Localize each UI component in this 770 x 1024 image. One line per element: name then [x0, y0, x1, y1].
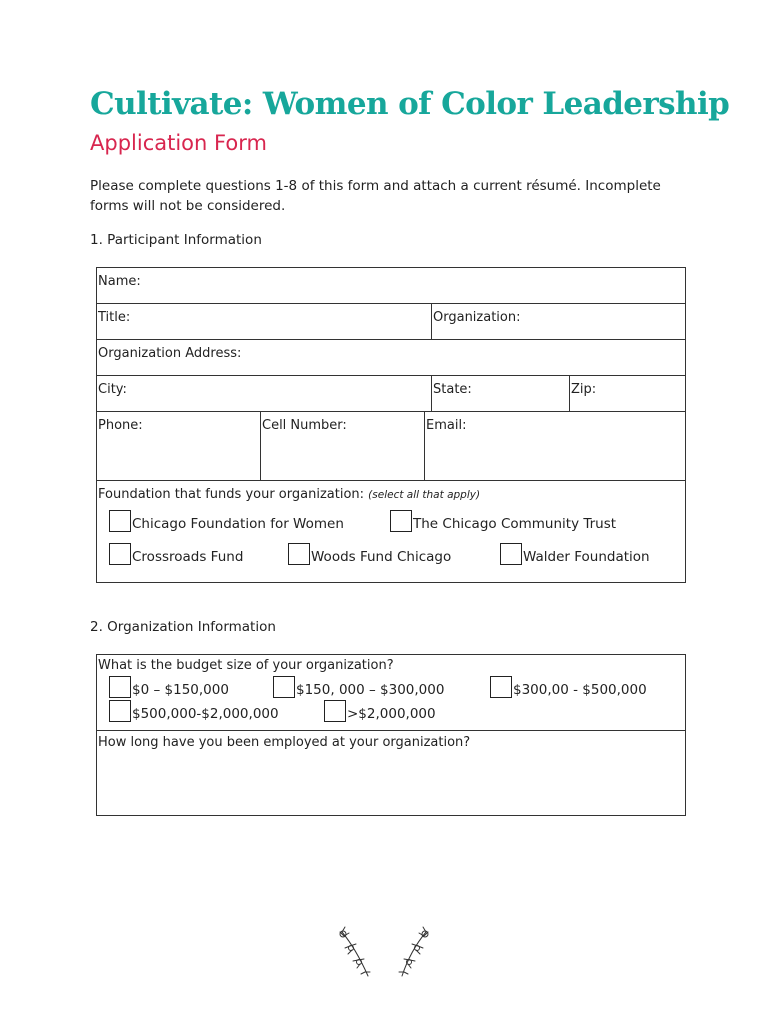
- intro-text: Please complete questions 1-8 of this form and attach a current résumé. Incomplete forms will not be considered.: [90, 178, 661, 214]
- foundation-label: Foundation that funds your organization:: [98, 487, 365, 502]
- checkbox-label: $300,00 - $500,000: [513, 682, 647, 698]
- foundation-question: [97, 484, 480, 502]
- budget-option-0-150k[interactable]: [109, 676, 229, 698]
- name-field[interactable]: Name:: [98, 274, 141, 289]
- checkbox-label: >$2,000,000: [347, 706, 436, 722]
- email-field[interactable]: Email:: [426, 418, 467, 433]
- foundation-checkbox-cfw[interactable]: [109, 510, 344, 532]
- organization-field[interactable]: Organization:: [433, 310, 521, 325]
- checkbox-label: Chicago Foundation for Women: [132, 516, 344, 532]
- checkbox-square[interactable]: [109, 543, 131, 565]
- checkbox-square[interactable]: [109, 700, 131, 722]
- checkbox-square[interactable]: [490, 676, 512, 698]
- foundation-checkbox-cct[interactable]: [390, 510, 616, 532]
- form-title: Cultivate: Women of Color Leadership: [90, 86, 730, 122]
- city-field[interactable]: City:: [98, 382, 127, 397]
- state-field[interactable]: State:: [433, 382, 472, 397]
- checkbox-square[interactable]: [390, 510, 412, 532]
- checkbox-square[interactable]: [273, 676, 295, 698]
- phone-field[interactable]: Phone:: [98, 418, 143, 433]
- employment-question[interactable]: How long have you been employed at your organization?: [98, 735, 471, 750]
- budget-question: What is the budget size of your organization?: [98, 658, 394, 673]
- org-address-field[interactable]: Organization Address:: [98, 346, 242, 361]
- checkbox-square[interactable]: [109, 676, 131, 698]
- participant-info-table: [96, 267, 686, 583]
- checkbox-label: $0 – $150,000: [132, 682, 229, 698]
- section1-heading: 1. Participant Information: [90, 232, 262, 248]
- foundation-checkbox-woods[interactable]: [288, 543, 451, 565]
- checkbox-label: $150, 000 – $300,000: [296, 682, 445, 698]
- checkbox-label: $500,000-$2,000,000: [132, 706, 279, 722]
- budget-option-300k-500k[interactable]: [490, 676, 647, 698]
- title-field[interactable]: Title:: [98, 310, 131, 325]
- form-subtitle: Application Form: [90, 131, 267, 155]
- section2-heading: 2. Organization Information: [90, 619, 276, 635]
- checkbox-square[interactable]: [288, 543, 310, 565]
- organization-info-table: [96, 654, 686, 816]
- checkbox-square[interactable]: [324, 700, 346, 722]
- checkbox-label: The Chicago Community Trust: [413, 516, 617, 532]
- zip-field[interactable]: Zip:: [571, 382, 597, 397]
- cell-number-field[interactable]: Cell Number:: [262, 418, 347, 433]
- budget-option-150k-300k[interactable]: [273, 676, 444, 698]
- checkbox-square[interactable]: [109, 510, 131, 532]
- budget-option-500k-2m[interactable]: [109, 700, 279, 722]
- checkbox-label: Crossroads Fund: [132, 549, 244, 565]
- checkbox-label: Woods Fund Chicago: [311, 549, 452, 565]
- checkbox-square[interactable]: [500, 543, 522, 565]
- floral-ornament-icon: [330, 920, 440, 980]
- foundation-note: (select all that apply): [368, 489, 481, 501]
- foundation-checkbox-crossroads[interactable]: [109, 543, 243, 565]
- foundation-checkbox-walder[interactable]: [500, 543, 650, 565]
- budget-option-over-2m[interactable]: [324, 700, 436, 722]
- checkbox-label: Walder Foundation: [523, 549, 650, 565]
